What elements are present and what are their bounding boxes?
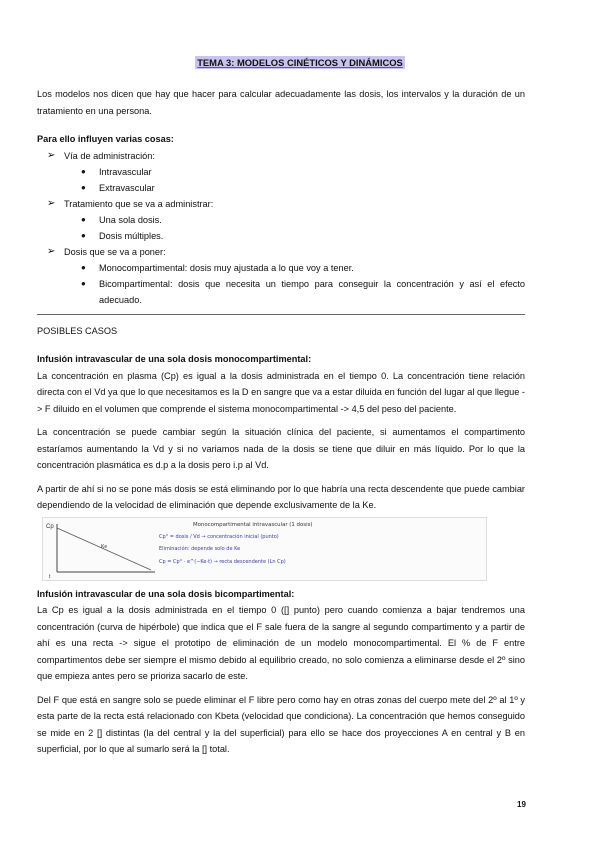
factor-label: Dosis que se va a poner: [64, 246, 166, 257]
document-body [37, 86, 525, 758]
figure-note-title: Monocompartimental intravascular (1 dosis) [193, 521, 313, 528]
graph-x-label: t [49, 573, 51, 580]
mono-heading: Infusión intravascular de una sola dosis monocompartimental: [37, 354, 312, 364]
factor-item [47, 244, 525, 308]
arrow-bullet-icon: ➢ [47, 149, 56, 161]
intro-paragraph: Los modelos nos dicen que hay que hacer para calcular adecuadamente las dosis, los intervalos y la duración de un tratamiento en una persona. [37, 89, 525, 116]
factor-subitem: ● Bicompartimental: dosis que necesita un tiempo para conseguir la concentración y así el efecto adecuado. [78, 276, 525, 308]
mono-paragraph-3: A partir de ahí si no se pone más dosis se está eliminando por lo que habría una recta descendente que puede cambiar dependiendo de la velocidad de eliminación que depende exclusivamente de la Ke. [37, 483, 525, 510]
factor-subitem: ● Dosis múltiples. [78, 228, 525, 244]
bi-paragraph-2: Del F que está en sangre solo se puede eliminar el F libre pero como hay en otras zonas del cuerpo mete del 2º al 1º y esta parte de la recta está relacionado con Kbeta (velocidad que condiciona). La concentración que hemos conseguido se mide en 2 [] distintas (la del central y la del superficial) para ello se hace dos proyecciones A en central y B en superficial, por lo que al sumarlo será la [] total. [37, 694, 525, 754]
factor-subitem: ● Una sola dosis. [78, 212, 525, 228]
dot-bullet-icon: ● [81, 262, 86, 272]
factor-subitem: ● Intravascular [78, 164, 525, 180]
elimination-graph [43, 518, 163, 580]
mono-paragraph-2: La concentración se puede cambiar según la situación clínica del paciente, si aumentamos el compartimento estaríamos aumentando la Vd y si no variamos nada de la dosis se tiene que diluir en más líquido. Por lo que la concentración plasmática es d.p a la dosis pero i.p al Vd. [37, 427, 525, 470]
mono-graph-figure [42, 517, 487, 581]
graph-y-label: Cp [46, 523, 54, 530]
mono-paragraph-1: La concentración en plasma (Cp) es igual a la dosis administrada en el tiempo 0. La concentración tiene relación directa con el Vd ya que lo que necesitamos es la D en sangre que va a estar diluida en función del lugar al que llegue -> F diluido en el volumen que comprende el sistema monocompartimental -> 4,5 del peso del paciente. [37, 370, 525, 414]
factors-heading: Para ello influyen varias cosas: [37, 134, 174, 144]
factor-item [47, 148, 525, 196]
section-heading: POSIBLES CASOS [37, 325, 118, 336]
factor-sublist [64, 212, 525, 244]
factor-sublist [64, 164, 525, 196]
bi-paragraph-1: La Cp es igual a la dosis administrada en el tiempo 0 ([] punto) pero cuando comienza a bajar tendremos una concentración (curva de hipérbole) que indica que el F sale fuera de la sangre al segundo compartimento y a partir de ahí es una recta -> sigue el prototipo de eliminación de un modelo monocompartimental. El % de F entre compartimentos debe ser siempre el mismo debido al equilibrio creado, no solo comienza a eliminarse desde el 2º sino que empieza antes pero se prioriza sacarlo de este. [37, 605, 525, 681]
page-title [0, 57, 600, 68]
factor-label: Tratamiento que se va a administrar: [64, 198, 214, 209]
factor-label: Vía de administración: [64, 150, 155, 161]
arrow-bullet-icon: ➢ [47, 245, 56, 257]
factors-list [37, 148, 525, 308]
factor-subitem: ● Extravascular [78, 180, 525, 196]
factor-subitem: ● Monocompartimental: dosis muy ajustada a lo que voy a tener. [78, 260, 525, 276]
dot-bullet-icon: ● [81, 182, 86, 192]
factor-item [47, 196, 525, 244]
dot-bullet-icon: ● [81, 166, 86, 176]
factor-sublist [64, 260, 525, 308]
page-number: 19 [517, 800, 526, 809]
graph-line-label: Ke [101, 543, 108, 550]
bi-heading: Infusión intravascular de una sola dosis bicompartimental: [37, 588, 295, 599]
title-text: TEMA 3: MODELOS CINÉTICOS Y DINÁMICOS [197, 57, 403, 68]
dot-bullet-icon: ● [81, 214, 86, 224]
section-divider [37, 314, 525, 315]
figure-note: Cp° = dosis / Vd → concentración inicial (punto) [159, 533, 279, 540]
dot-bullet-icon: ● [81, 230, 86, 240]
dot-bullet-icon: ● [81, 278, 86, 288]
figure-note: Cp = Cp° · e^(−Ke·t) → recta descendente (Ln Cp) [159, 558, 286, 565]
figure-note: Eliminación: depende solo de Ke [159, 545, 241, 552]
arrow-bullet-icon: ➢ [47, 197, 56, 209]
